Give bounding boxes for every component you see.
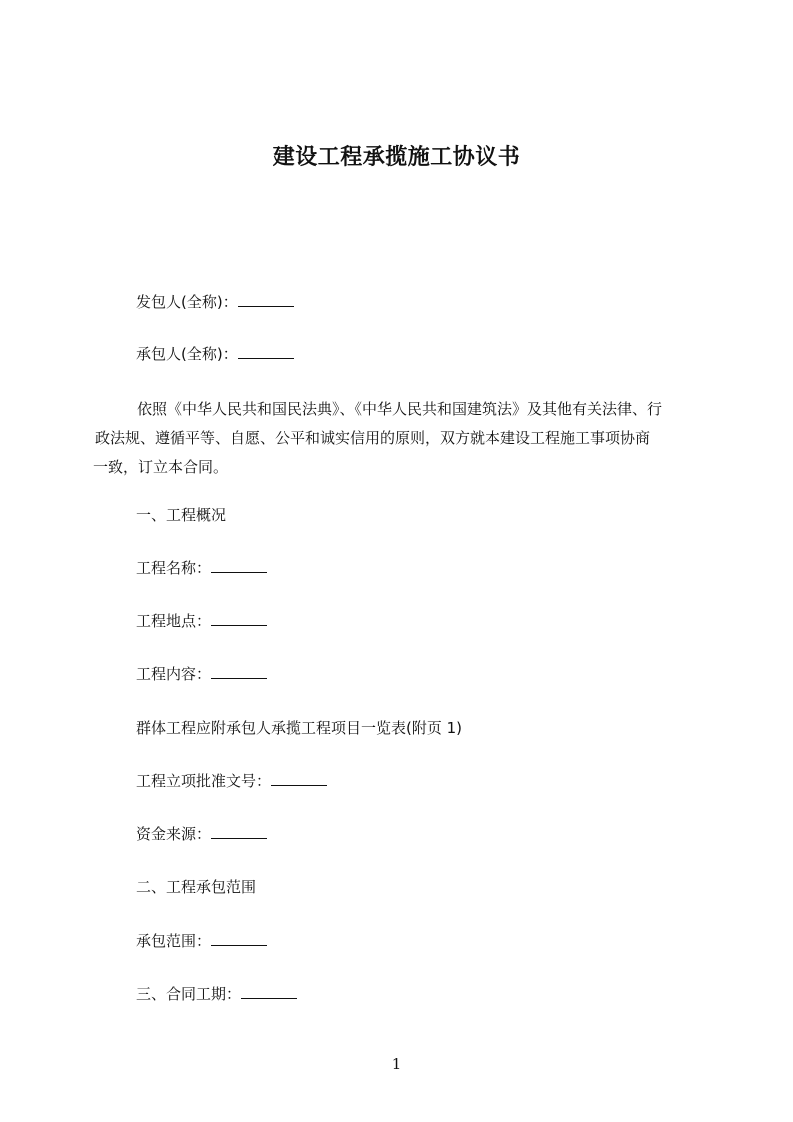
project-content-line bbox=[136, 664, 267, 684]
approval-number-label: 工程立项批准文号： bbox=[136, 772, 272, 790]
employer-label: 发包人(全称)： bbox=[136, 293, 238, 311]
funding-source-label: 资金来源： bbox=[136, 825, 212, 843]
project-content-label: 工程内容： bbox=[136, 665, 212, 683]
approval-number-blank[interactable] bbox=[271, 771, 327, 786]
project-location-blank[interactable] bbox=[211, 611, 267, 626]
funding-source-blank[interactable] bbox=[211, 824, 267, 839]
employer-line bbox=[136, 292, 294, 312]
employer-blank[interactable] bbox=[238, 292, 294, 307]
project-name-blank[interactable] bbox=[211, 558, 267, 573]
intro-line-1: 依照《中华人民共和国民法典》、《中华人民共和国建筑法》及其他有关法律、行 bbox=[137, 400, 663, 418]
intro-line-2: 政法规、遵循平等、自愿、公平和诚实信用的原则，双方就本建设工程施工事项协商 bbox=[95, 429, 651, 447]
intro-line-3: 一致，订立本合同。 bbox=[93, 458, 229, 476]
contractor-line bbox=[136, 344, 294, 364]
page-number: 1 bbox=[391, 1055, 402, 1073]
project-location-label: 工程地点： bbox=[136, 612, 212, 630]
contractor-blank[interactable] bbox=[238, 344, 294, 359]
section-1-heading: 一、工程概况 bbox=[136, 506, 227, 524]
section-2-heading: 二、工程承包范围 bbox=[136, 878, 257, 896]
approval-number-line bbox=[136, 771, 327, 791]
scope-line bbox=[136, 931, 267, 951]
document-title: 建设工程承揽施工协议书 bbox=[272, 145, 521, 170]
project-location-line bbox=[136, 611, 267, 631]
project-name-line bbox=[136, 558, 267, 578]
contractor-label: 承包人(全称)： bbox=[136, 345, 238, 363]
section-3-line bbox=[136, 984, 297, 1004]
intro-paragraph bbox=[95, 395, 700, 482]
section-3-heading: 三、合同工期： bbox=[136, 985, 242, 1003]
project-content-blank[interactable] bbox=[211, 664, 267, 679]
scope-label: 承包范围： bbox=[136, 932, 212, 950]
group-project-note: 群体工程应附承包人承揽工程项目一览表(附页 1) bbox=[136, 719, 463, 737]
scope-blank[interactable] bbox=[211, 931, 267, 946]
funding-source-line bbox=[136, 824, 267, 844]
contract-period-blank[interactable] bbox=[241, 984, 297, 999]
project-name-label: 工程名称： bbox=[136, 559, 212, 577]
